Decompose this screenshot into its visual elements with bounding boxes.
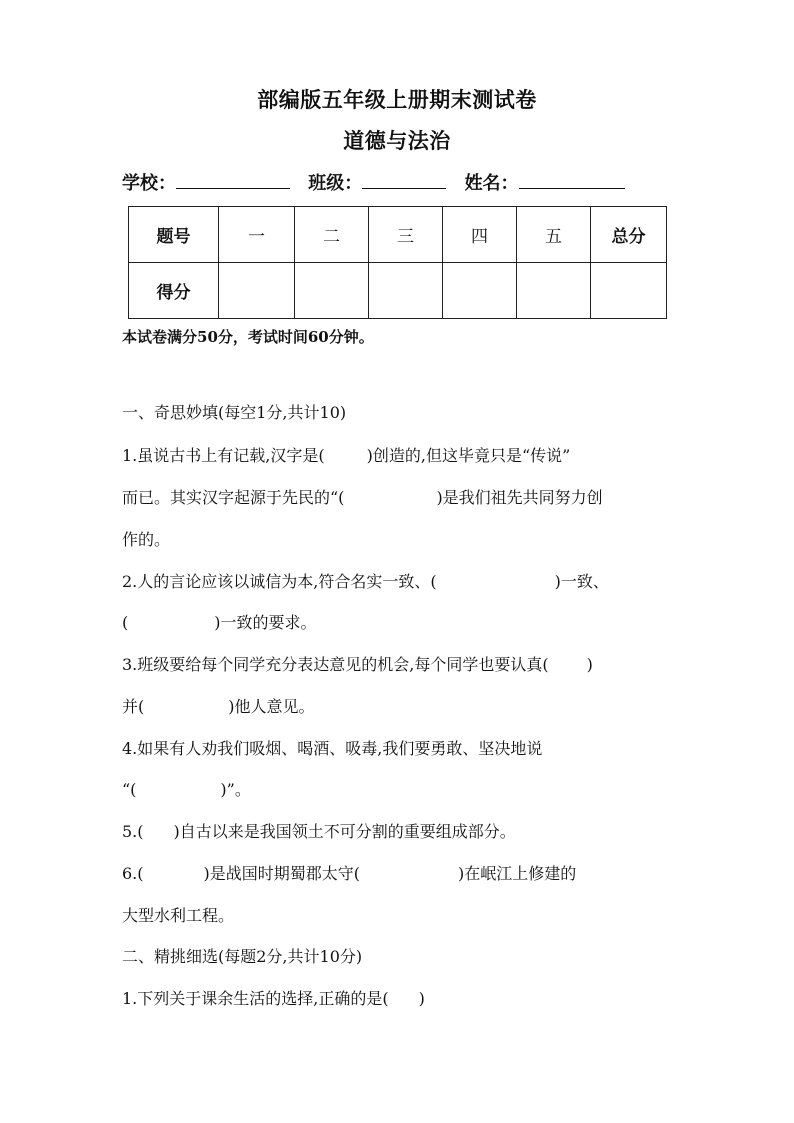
school-label: 学校： — [122, 173, 176, 194]
q5-text-b: )自古以来是我国领土不可分割的重要组成部分。 — [173, 822, 516, 841]
q2-text-a: 2.人的言论应该以诚信为本,符合名实一致、( — [122, 572, 437, 591]
q4-text-b: “( — [122, 780, 137, 799]
school-blank[interactable] — [176, 170, 290, 189]
score-table-header-row — [129, 207, 667, 263]
q6-line-2: 大型水利工程。 — [122, 906, 235, 925]
q2-text-c: ( — [122, 613, 129, 632]
q1-line-1 — [122, 443, 570, 466]
class-label: 班级： — [308, 173, 363, 194]
q6-text-b: )是战国时期蜀郡太守( — [203, 864, 361, 883]
s2-q1-line — [122, 986, 425, 1009]
q4-line-2 — [122, 777, 251, 800]
section-2-header: 二 — [295, 207, 369, 263]
score-cell[interactable] — [369, 263, 443, 319]
total-score-cell[interactable] — [591, 263, 667, 319]
q3-text-a: 3.班级要给每个同学充分表达意见的机会,每个同学也要认真( — [122, 655, 549, 674]
score-table — [128, 206, 667, 319]
q3-text-d: )他人意见。 — [228, 697, 315, 716]
q2-text-d: )一致的要求。 — [214, 613, 317, 632]
q6-text-c: )在岷江上修建的 — [458, 864, 577, 883]
name-blank[interactable] — [519, 170, 625, 189]
score-cell[interactable] — [443, 263, 517, 319]
q5-text-a: 5.( — [122, 822, 144, 841]
section-5-header: 五 — [517, 207, 591, 263]
q4-line-1: 4.如果有人劝我们吸烟、喝酒、吸毒,我们要勇敢、坚决地说 — [122, 739, 543, 758]
class-blank[interactable] — [362, 170, 446, 189]
s2-q1-text-b: ) — [418, 989, 425, 1008]
q2-text-b: )一致、 — [554, 572, 609, 591]
q3-text-b: ) — [586, 655, 593, 674]
score-cell[interactable] — [219, 263, 295, 319]
q1-text-c: 而已。其实汉字起源于先民的“( — [122, 488, 345, 507]
exam-title: 部编版五年级上册期末测试卷 — [257, 87, 537, 112]
q3-line-1 — [122, 652, 593, 675]
name-label: 姓名： — [464, 173, 519, 194]
exam-note: 本试卷满分50分，考试时间60分钟。 — [122, 328, 374, 346]
q5-line — [122, 819, 516, 842]
score-label: 得分 — [129, 263, 219, 319]
q1-text-d: )是我们祖先共同努力创 — [436, 488, 603, 507]
q3-text-c: 并( — [122, 697, 145, 716]
student-info-line — [122, 169, 637, 195]
q6-line-1 — [122, 861, 576, 884]
q2-line-2 — [122, 610, 317, 633]
score-cell[interactable] — [517, 263, 591, 319]
total-header: 总分 — [591, 207, 667, 263]
section-1-header: 一 — [219, 207, 295, 263]
q4-text-c: )”。 — [220, 780, 251, 799]
section-4-header: 四 — [443, 207, 517, 263]
score-cell[interactable] — [295, 263, 369, 319]
q1-line-2 — [122, 485, 603, 508]
q1-line-3: 作的。 — [122, 530, 171, 549]
section-3-header: 三 — [369, 207, 443, 263]
question-number-header: 题号 — [129, 207, 219, 263]
q1-text-b: )创造的,但这毕竟只是“传说” — [366, 446, 571, 465]
q3-line-2 — [122, 694, 315, 717]
section-2-heading: 二、精挑细选(每题2分,共计10分) — [122, 947, 363, 966]
q6-text-a: 6.( — [122, 864, 144, 883]
s2-q1-text-a: 1.下列关于课余生活的选择,正确的是( — [122, 989, 389, 1008]
section-1-heading: 一、奇思妙填(每空1分,共计10) — [122, 403, 347, 422]
q1-text-a: 1.虽说古书上有记载,汉字是( — [122, 446, 325, 465]
q2-line-1 — [122, 569, 609, 592]
score-table-score-row — [129, 263, 667, 319]
subject-title: 道德与法治 — [343, 128, 451, 153]
